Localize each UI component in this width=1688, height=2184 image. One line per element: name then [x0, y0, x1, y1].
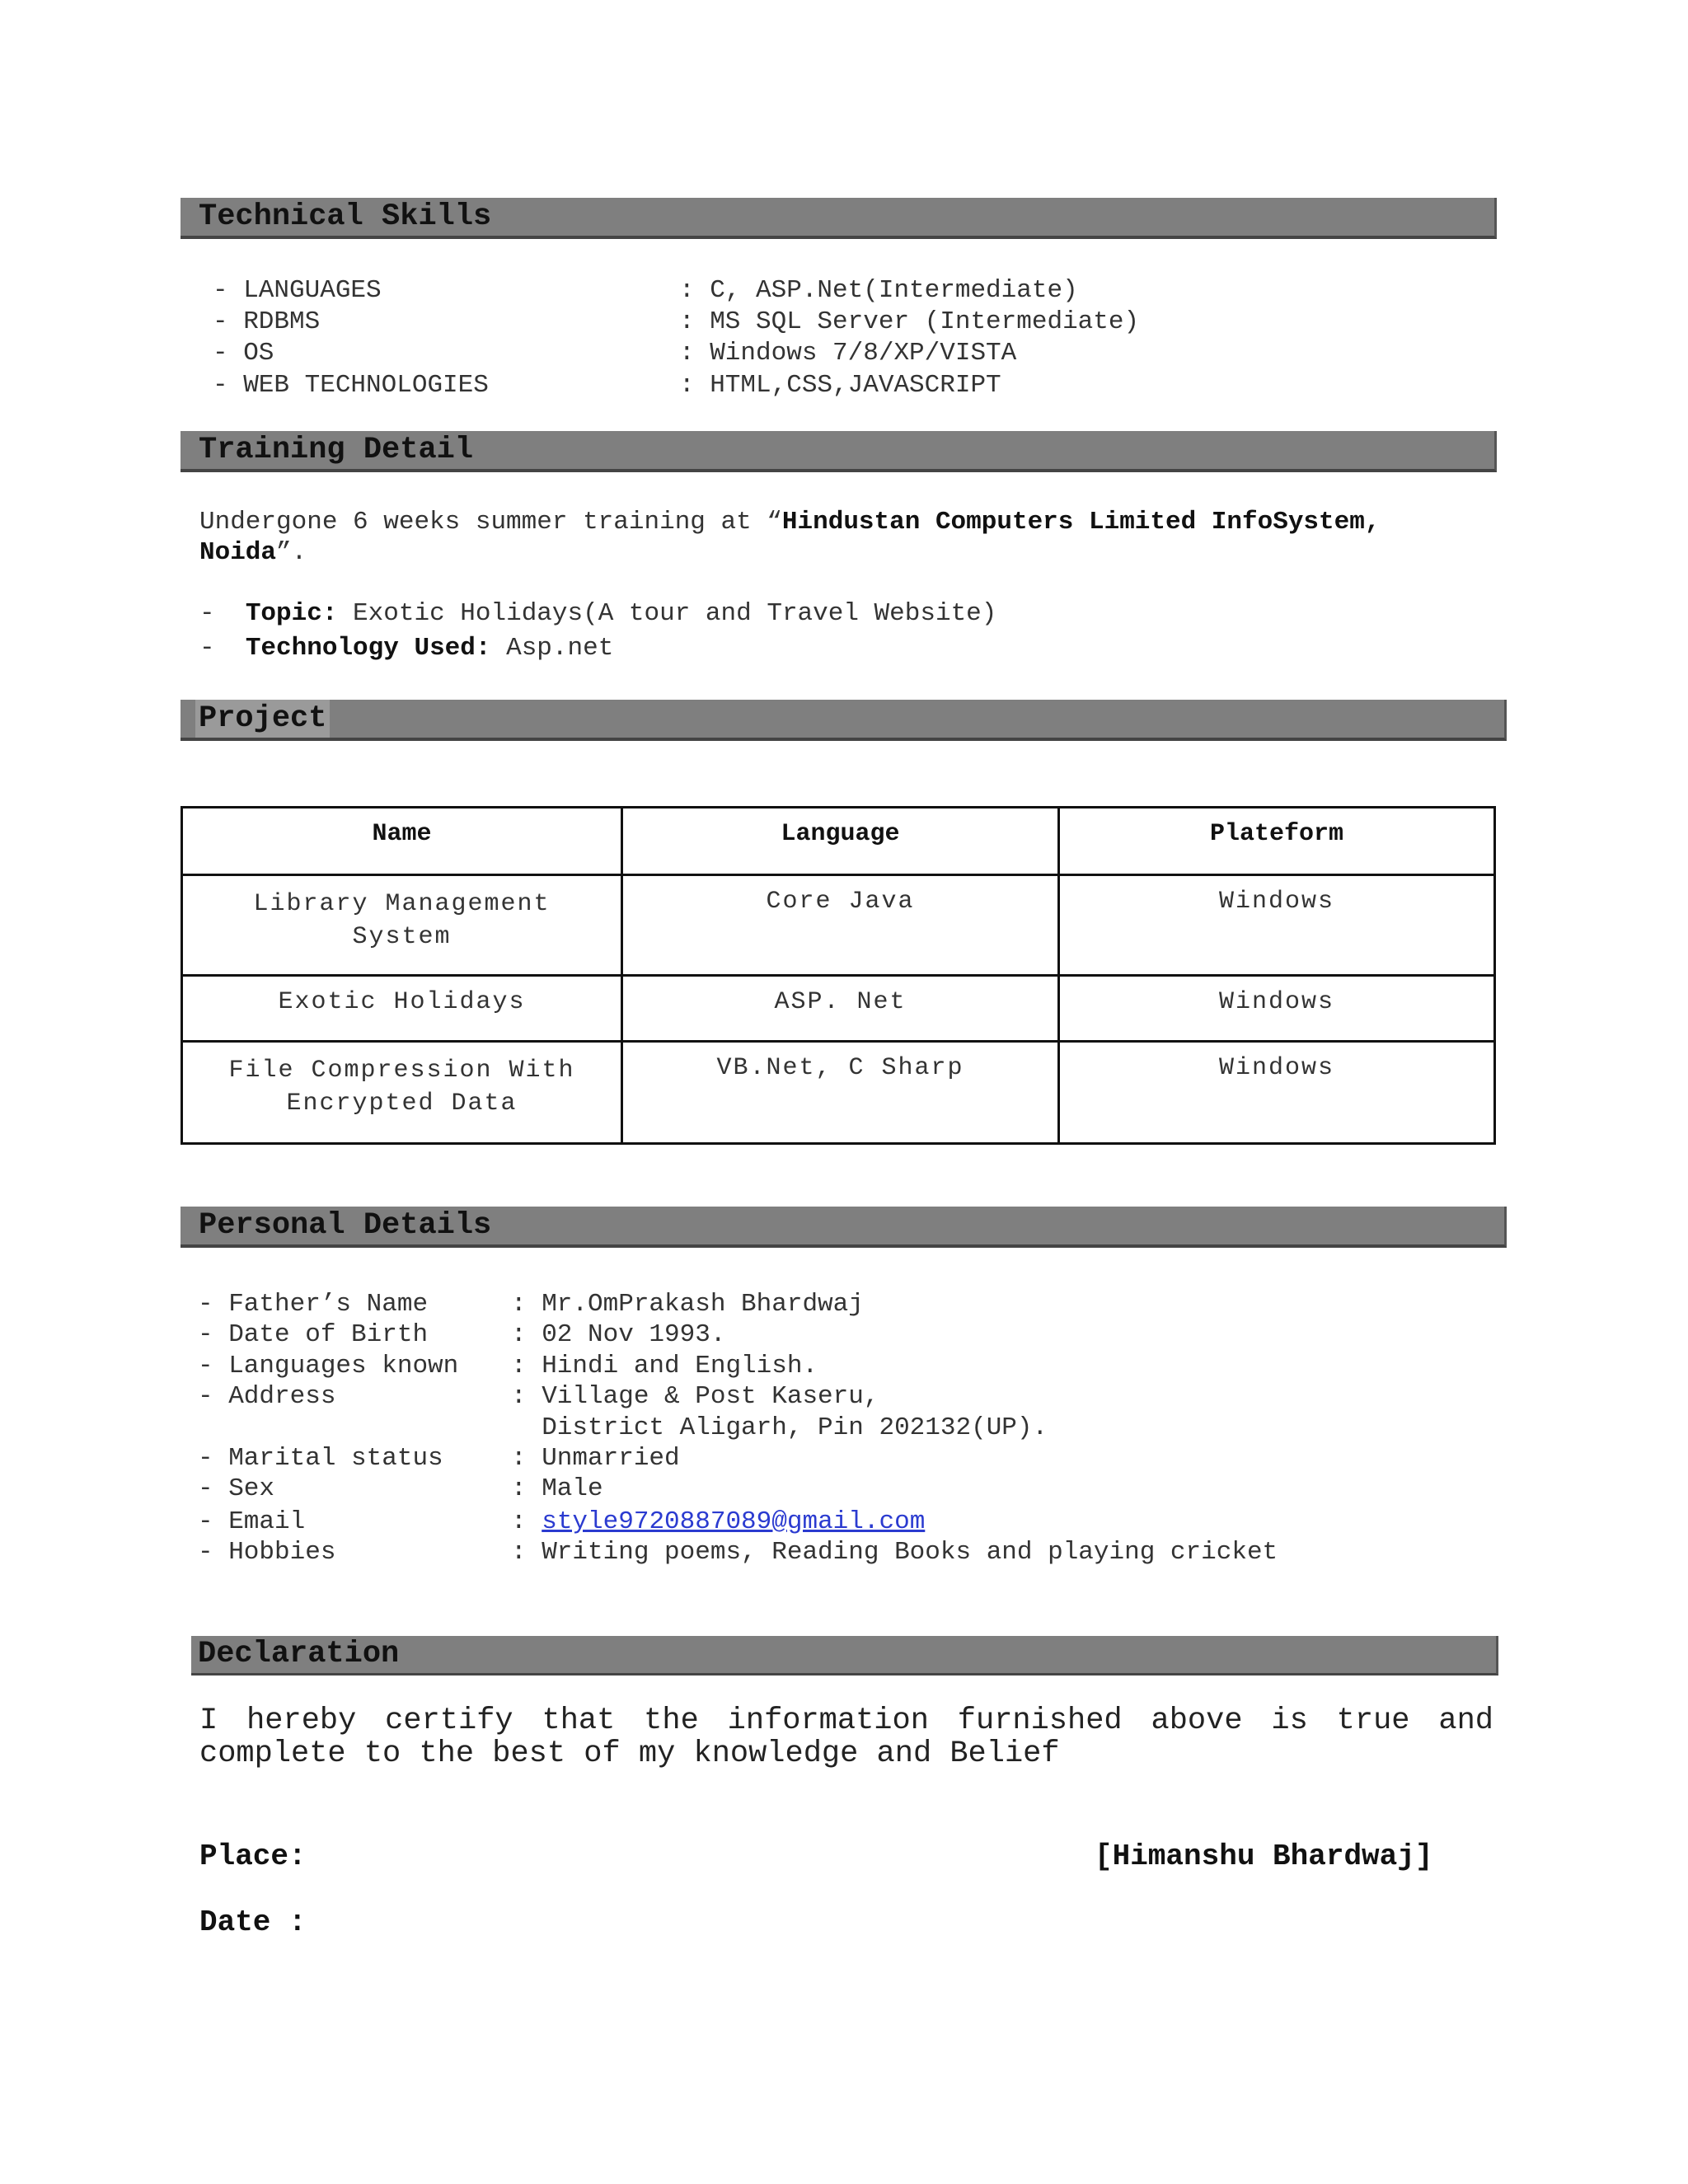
section-heading-technical-skills: [181, 198, 1497, 239]
skill-value: : Windows 7/8/XP/VISTA: [679, 339, 1017, 368]
skill-label: - LANGUAGES: [213, 276, 382, 305]
personal-label: - Languages known: [198, 1352, 459, 1380]
personal-label: - Father’s Name: [198, 1290, 429, 1319]
personal-value: :: [511, 1507, 542, 1536]
skill-label: - RDBMS: [213, 307, 321, 336]
skill-label: - OS: [213, 339, 274, 368]
section-title: Personal Details: [199, 1208, 492, 1243]
personal-value: : Hindi and English.: [511, 1352, 818, 1380]
skill-label: - WEB TECHNOLOGIES: [213, 371, 489, 400]
personal-value: : Writing poems, Reading Books and playing cricket: [511, 1538, 1278, 1567]
column-header-platform: Plateform: [1059, 808, 1495, 875]
section-heading-personal: [181, 1207, 1507, 1248]
cell-language: VB.Net, C Sharp: [622, 1042, 1059, 1144]
cell-language: Core Java: [622, 875, 1059, 976]
column-header-language: Language: [622, 808, 1059, 875]
training-technology: [199, 634, 613, 663]
training-topic: [199, 599, 996, 628]
cell-project-name: File Compression With Encrypted Data: [182, 1042, 622, 1144]
training-intro-line1: [199, 508, 1380, 537]
section-title: Project: [195, 700, 330, 738]
table-header-row: [182, 808, 1495, 875]
bullet: -: [199, 599, 215, 628]
personal-email-row: [511, 1507, 925, 1536]
section-title: Training Detail: [199, 433, 474, 467]
table-row: [182, 976, 1495, 1042]
personal-value: District Aligarh, Pin 202132(UP).: [511, 1413, 1048, 1442]
personal-value: : Village & Post Kaseru,: [511, 1382, 879, 1411]
table-row: [182, 1042, 1495, 1144]
personal-value: : 02 Nov 1993.: [511, 1320, 726, 1349]
topic-label: Topic:: [245, 599, 338, 628]
technology-label: Technology Used:: [245, 634, 491, 663]
section-heading-training: [181, 431, 1497, 472]
personal-label: - Email: [198, 1507, 306, 1536]
personal-value: : Mr.OmPrakash Bhardwaj: [511, 1290, 864, 1319]
place-label: Place:: [199, 1840, 307, 1873]
personal-label: - Marital status: [198, 1444, 443, 1473]
training-company: Hindustan Computers Limited InfoSystem,: [781, 508, 1381, 537]
signatory-name: [Himanshu Bhardwaj]: [1095, 1840, 1433, 1873]
training-company-city: Noida: [199, 538, 277, 567]
technology-value: Asp.net: [490, 634, 614, 663]
personal-label: - Date of Birth: [198, 1320, 429, 1349]
section-heading-project: [181, 700, 1507, 741]
personal-value: : Unmarried: [511, 1444, 680, 1473]
skill-value: : C, ASP.Net(Intermediate): [679, 276, 1078, 305]
skill-value: : MS SQL Server (Intermediate): [679, 307, 1140, 336]
personal-label: - Hobbies: [198, 1538, 336, 1567]
cell-language: ASP. Net: [622, 976, 1059, 1042]
cell-platform: Windows: [1059, 1042, 1495, 1144]
column-header-name: Name: [182, 808, 622, 875]
cell-project-name: Library Management System: [182, 875, 622, 976]
section-title: Declaration: [198, 1637, 400, 1671]
topic-value: Exotic Holidays(A tour and Travel Website): [337, 599, 997, 628]
email-link[interactable]: style9720887089@gmail.com: [542, 1507, 926, 1536]
personal-value: : Male: [511, 1474, 603, 1503]
training-intro-text: Undergone 6 weeks summer training at “: [199, 508, 782, 537]
date-label: Date :: [199, 1905, 307, 1939]
training-intro-line2: [199, 538, 307, 567]
skill-value: : HTML,CSS,JAVASCRIPT: [679, 371, 1001, 400]
personal-label: - Address: [198, 1382, 336, 1411]
bullet: -: [199, 634, 215, 663]
cell-platform: Windows: [1059, 875, 1495, 976]
section-heading-declaration: [191, 1636, 1498, 1675]
section-title: Technical Skills: [199, 199, 492, 234]
cell-project-name: Exotic Holidays: [182, 976, 622, 1042]
cell-platform: Windows: [1059, 976, 1495, 1042]
personal-label: - Sex: [198, 1474, 275, 1503]
training-intro-suffix: ”.: [276, 538, 307, 567]
project-table: [181, 806, 1496, 1145]
declaration-text: I hereby certify that the information furnished above is true and complete to the best of my knowledge and Belief: [199, 1704, 1493, 1771]
table-row: [182, 875, 1495, 976]
